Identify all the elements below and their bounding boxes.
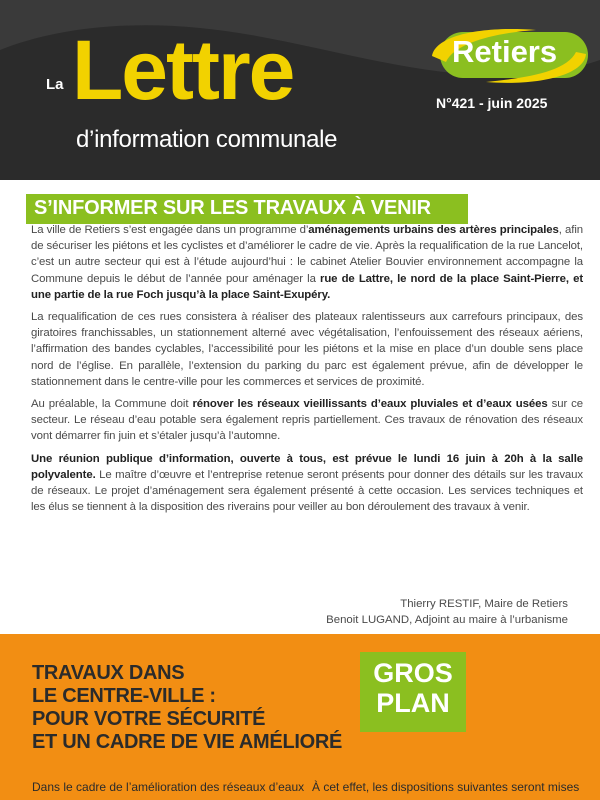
signature-mayor: Thierry RESTIF, Maire de Retiers xyxy=(400,598,568,610)
text-run: Au préalable, la Commune doit xyxy=(31,398,193,411)
title-line: LE CENTRE-VILLE : xyxy=(32,685,216,707)
gros-label: GROS xyxy=(373,658,453,688)
text-run: , afin de sécuriser les piétons et les cyclistes et d’améliorer le cadre de vie. Après la requalification de la rue Lancelot, c’est un autre secteur qui est à l’étude aujourd’hui : le cabinet Atelier Bouvier environnement accompagne la Commune depuis le début de l’année pour aménager la xyxy=(31,224,583,285)
text-run: Le maître d’œuvre et l’entreprise retenue seront présents pour donner des détails sur les travaux de réseaux. Le projet d’aménagement sera également présenté à cette occasion. Les services techniques et les élus se tiennent à la disposition des riverains pour veiller au bon déroulement des travaux à venir. xyxy=(31,468,583,514)
title-line: ET UN CADRE DE VIE AMÉLIORÉ xyxy=(32,731,343,753)
article-headline: S’INFORMER SUR LES TRAVAUX À VENIR xyxy=(34,197,431,219)
title-line: POUR VOTRE SÉCURITÉ xyxy=(32,708,266,730)
gros-plan-label xyxy=(367,658,459,718)
section-title xyxy=(32,662,342,754)
signature-deputy: Benoit LUGAND, Adjoint au maire à l’urbanisme xyxy=(326,614,568,626)
title-line: TRAVAUX DANS xyxy=(32,662,185,684)
paragraph-4 xyxy=(31,451,583,516)
paragraph-1 xyxy=(31,222,583,303)
bold-text: Une réunion publique d’information, ouverte à tous, est prévue le lundi 16 juin à 20h à la salle polyvalente. xyxy=(31,452,583,481)
masthead xyxy=(0,0,600,180)
bold-text: aménagements urbains des artères principales xyxy=(308,224,559,236)
issue-number: N°421 - juin 2025 xyxy=(436,95,548,111)
lettre-title: Lettre xyxy=(72,23,294,117)
paragraph-2 xyxy=(31,309,583,390)
subtitle: d’information communale xyxy=(76,126,338,153)
text-run: La ville de Retiers s’est engagée dans un programme d’ xyxy=(31,224,309,236)
signatures xyxy=(326,596,568,628)
text-run: La requalification de ces rues consistera à réaliser des plateaux ralentisseurs aux carrefours principaux, des giratoires franchissables, un stationnement alterné avec végétalisation, l’enfouissement des réseaux aériens, l’affirmation des bandes cyclables, l’accessibilité pour les piétons et la mise en place d’un double sens place nord de l’église. En parallèle, l’extension du parking du parc est également prévue, afin de développer le stationnement dans le centre-ville pour les commerces et services de proximité. xyxy=(31,311,583,388)
paragraph-3 xyxy=(31,396,583,445)
bold-text: rue de Lattre, le nord de la place Saint-Pierre, et une partie de la rue Foch jusqu’à la place Saint-Exupéry. xyxy=(31,272,584,301)
logo-text: Retiers xyxy=(452,34,558,69)
article-body xyxy=(31,222,583,521)
bold-text: rénover les réseaux vieillissants d’eaux pluviales et d’eaux usées xyxy=(192,398,548,411)
text-run: sur ce secteur. Le réseau d’eau potable sera également repris partiellement. Ces travaux de rénovation des réseaux vont démarrer fin juin et s’étaler jusqu’à l’automne. xyxy=(31,398,584,443)
column-1-text: Dans le cadre de l’amélioration des réseaux d’eaux xyxy=(32,780,305,794)
column-2-text: À cet effet, les dispositions suivantes seront mises xyxy=(312,780,580,794)
plan-label: PLAN xyxy=(376,688,450,718)
la-label: La xyxy=(46,76,64,93)
